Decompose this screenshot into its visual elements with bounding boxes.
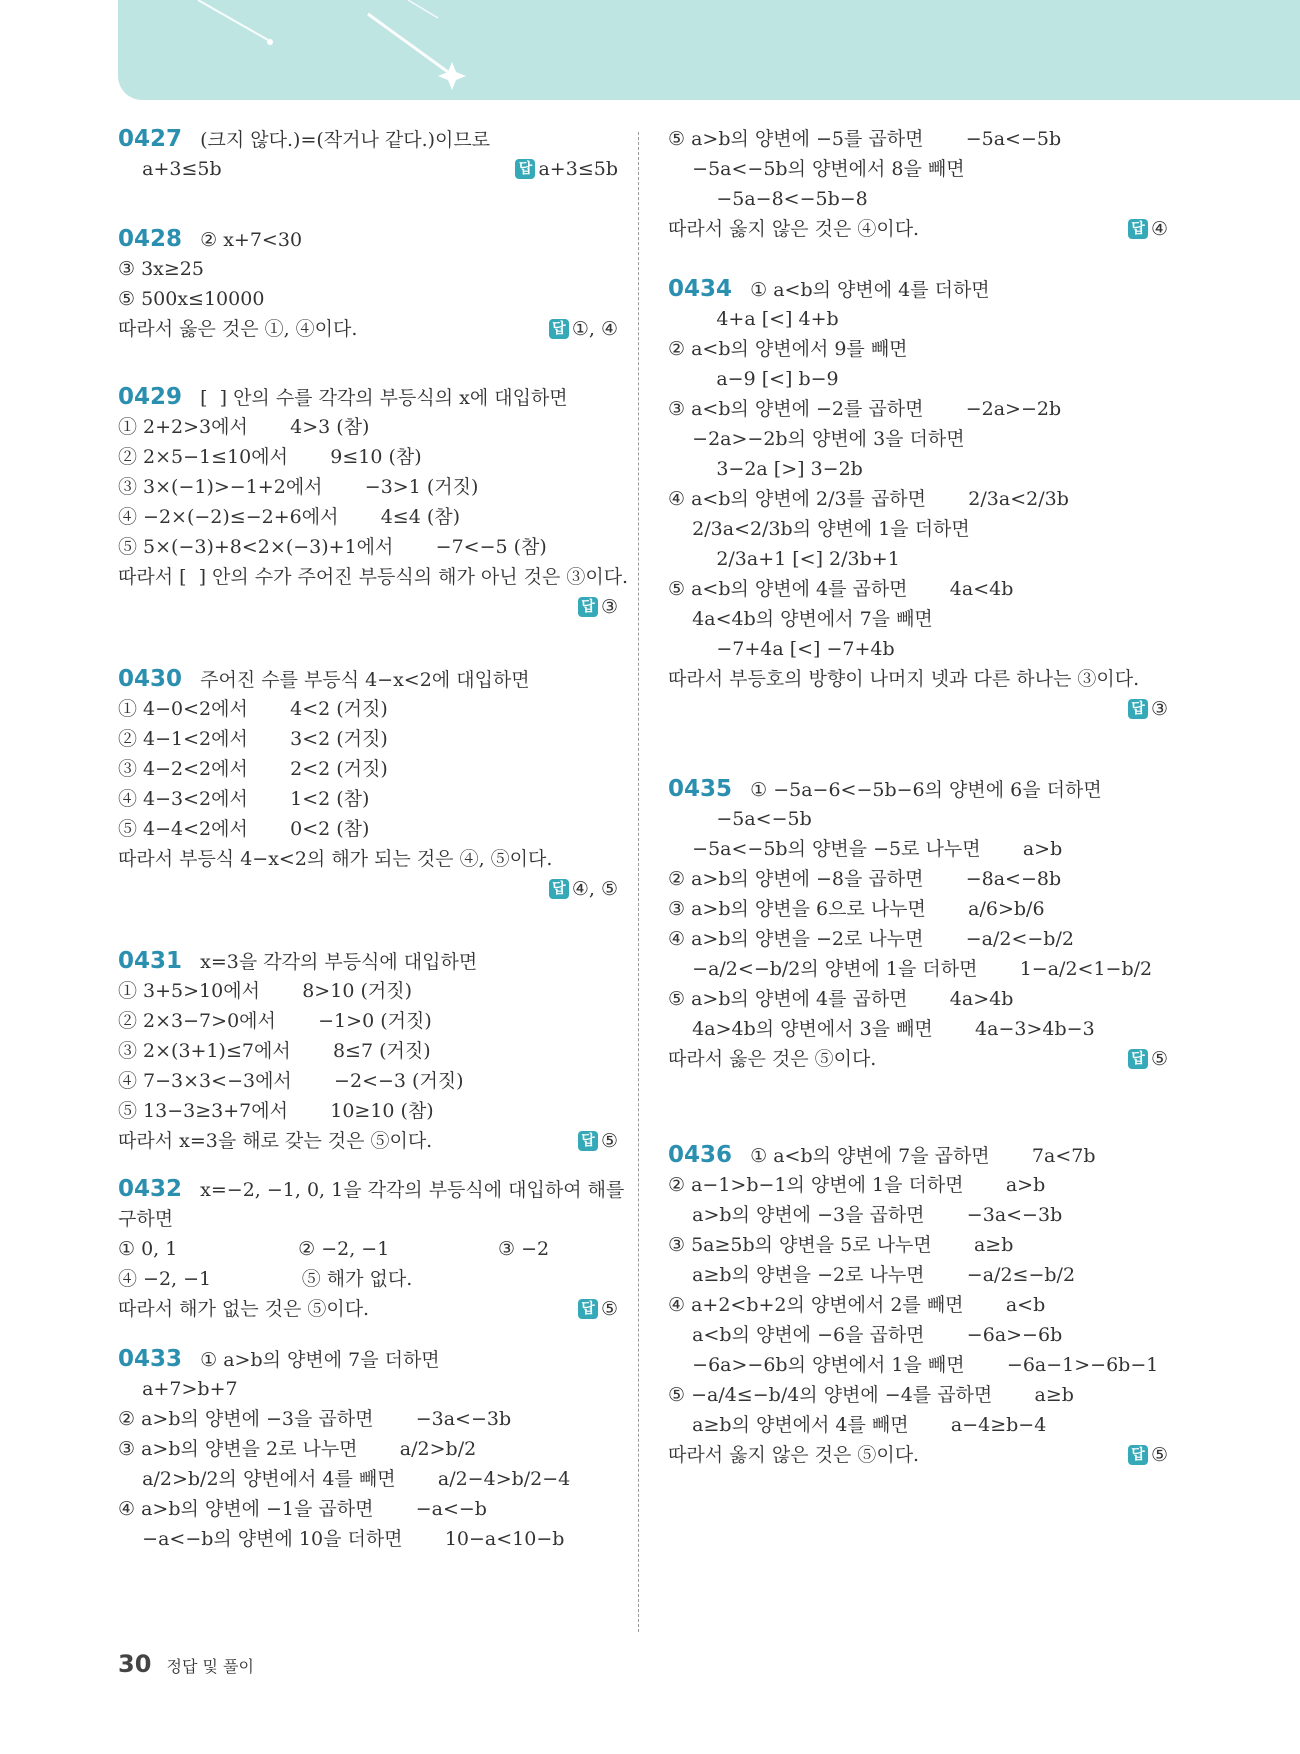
problem-number: 0432 — [118, 1176, 183, 1202]
answer-value: ③ — [1150, 698, 1168, 720]
solution-line: ④ −2, −1 ⑤ 해가 없다. — [118, 1268, 413, 1290]
solution-line: 4+a [<] 4+b — [668, 308, 839, 330]
solution-line: 2/3a+1 [<] 2/3b+1 — [668, 548, 900, 570]
answer-badge: 답 — [1128, 1445, 1148, 1465]
solution-line: ④ a>b의 양변에 −1을 곱하면 −a<−b — [118, 1498, 487, 1520]
solution-line: ④ 7−3×3<−3에서 −2<−3 (거짓) — [118, 1070, 464, 1092]
answer-value: ⑤ — [1150, 1444, 1168, 1466]
problem-text: ① a>b의 양변에 7을 더하면 — [182, 1349, 440, 1371]
solution-line — [668, 276, 990, 303]
answer-badge: 답 — [578, 1299, 598, 1319]
solution-line: ③ 3×(−1)>−1+2에서 −3>1 (거짓) — [118, 476, 479, 498]
solution-line: ⑤ a>b의 양변에 −5를 곱하면 −5a<−5b — [668, 128, 1062, 150]
answer-badge: 답 — [1128, 219, 1148, 239]
solution-line: ② a>b의 양변에 −8을 곱하면 −8a<−8b — [668, 868, 1062, 890]
problem-text: x=−2, −1, 0, 1을 각각의 부등식에 대입하여 해를 — [182, 1179, 625, 1201]
problem-text: ② x+7<30 — [182, 229, 303, 251]
solution-line: a>b의 양변에 −3을 곱하면 −3a<−3b — [668, 1204, 1063, 1226]
solution-line: ④ −2×(−2)≤−2+6에서 4≤4 (참) — [118, 506, 461, 528]
solution-line: ⑤ 13−3≥3+7에서 10≥10 (참) — [118, 1100, 434, 1122]
answer — [1128, 1046, 1168, 1072]
solution-line: −2a>−2b의 양변에 3을 더하면 — [668, 428, 965, 450]
solution-line: ① 3+5>10에서 8>10 (거짓) — [118, 980, 412, 1002]
problem-text: x=3을 각각의 부등식에 대입하면 — [182, 951, 478, 973]
solution-line — [118, 666, 530, 693]
answer-value: ①, ④ — [571, 318, 618, 340]
answer — [515, 156, 618, 182]
solution-line: 3−2a [>] 3−2b — [668, 458, 863, 480]
solution-line: ② 2×3−7>0에서 −1>0 (거짓) — [118, 1010, 432, 1032]
solution-line: ① 0, 1 ② −2, −1 ③ −2 — [118, 1238, 550, 1260]
answer-value: ③ — [600, 596, 618, 618]
answer-badge: 답 — [578, 597, 598, 617]
solution-line: ② a−1>b−1의 양변에 1을 더하면 a>b — [668, 1174, 1046, 1196]
problem-number: 0427 — [118, 126, 183, 152]
shooting-star-icon — [118, 0, 538, 100]
solution-line — [118, 948, 477, 975]
solution-line: 따라서 옳지 않은 것은 ⑤이다. — [668, 1444, 920, 1466]
solution-line — [118, 1176, 624, 1203]
answer — [1128, 216, 1168, 242]
solution-line: 따라서 부등식 4−x<2의 해가 되는 것은 ④, ⑤이다. — [118, 848, 553, 870]
solution-line: ③ 5a≥5b의 양변을 5로 나누면 a≥b — [668, 1234, 1014, 1256]
solution-line: 따라서 옳지 않은 것은 ④이다. — [668, 218, 920, 240]
solution-line: ② 4−1<2에서 3<2 (거짓) — [118, 728, 388, 750]
solution-line: ① 2+2>3에서 4>3 (참) — [118, 416, 370, 438]
solution-line: −6a>−6b의 양변에서 1을 빼면 −6a−1>−6b−1 — [668, 1354, 1159, 1376]
page-number: 30 — [118, 1650, 152, 1678]
problem-text: ① a<b의 양변에 4를 더하면 — [732, 279, 990, 301]
column-divider — [638, 132, 639, 1632]
solution-line: 따라서 옳은 것은 ⑤이다. — [668, 1048, 877, 1070]
answer-value: ⑤ — [600, 1298, 618, 1320]
solution-line: −5a−8<−5b−8 — [668, 188, 868, 210]
problem-number: 0435 — [668, 776, 733, 802]
solution-line: ④ 4−3<2에서 1<2 (참) — [118, 788, 370, 810]
answer-badge: 답 — [549, 319, 569, 339]
solution-line: a+7>b+7 — [118, 1378, 238, 1400]
solution-line: −5a<−5b — [668, 808, 812, 830]
problem-number: 0436 — [668, 1142, 733, 1168]
solution-line: 따라서 부등호의 방향이 나머지 넷과 다른 하나는 ③이다. — [668, 668, 1140, 690]
solution-line — [118, 384, 568, 411]
solution-line: ⑤ a<b의 양변에 4를 곱하면 4a<4b — [668, 578, 1014, 600]
problem-text: (크지 않다.)=(작거나 같다.)이므로 — [182, 129, 491, 151]
problem-text: ① a<b의 양변에 7을 곱하면 7a<7b — [732, 1145, 1096, 1167]
solution-line: 따라서 해가 없는 것은 ⑤이다. — [118, 1298, 370, 1320]
answer-badge: 답 — [515, 159, 535, 179]
problem-number: 0428 — [118, 226, 183, 252]
solution-line — [118, 1346, 440, 1373]
answer-badge: 답 — [1128, 1049, 1148, 1069]
problem-number: 0433 — [118, 1346, 183, 1372]
solution-line: ⑤ a>b의 양변에 4를 곱하면 4a>4b — [668, 988, 1014, 1010]
answer-badge: 답 — [549, 879, 569, 899]
solution-line: 따라서 x=3을 해로 갖는 것은 ⑤이다. — [118, 1130, 433, 1152]
solution-line: ④ a+2<b+2의 양변에서 2를 빼면 a<b — [668, 1294, 1046, 1316]
solution-line — [668, 776, 1102, 803]
solution-line: 따라서 옳은 것은 ①, ④이다. — [118, 318, 358, 340]
solution-line: 2/3a<2/3b의 양변에 1을 더하면 — [668, 518, 970, 540]
solution-line: ③ a>b의 양변을 6으로 나누면 a/6>b/6 — [668, 898, 1045, 920]
solution-line: ② a>b의 양변에 −3을 곱하면 −3a<−3b — [118, 1408, 512, 1430]
solution-line — [668, 1142, 1096, 1169]
solution-line: ⑤ 4−4<2에서 0<2 (참) — [118, 818, 370, 840]
solution-line: −a/2<−b/2의 양변에 1을 더하면 1−a/2<1−b/2 — [668, 958, 1153, 980]
solution-line: 구하면 — [118, 1208, 174, 1230]
problem-text: 주어진 수를 부등식 4−x<2에 대입하면 — [182, 669, 530, 691]
answer — [1128, 696, 1168, 722]
answer-value: ⑤ — [600, 1130, 618, 1152]
solution-line: 4a<4b의 양변에서 7을 빼면 — [668, 608, 933, 630]
answer — [549, 316, 618, 342]
problem-number: 0430 — [118, 666, 183, 692]
solution-line: a≥b의 양변에서 4를 빼면 a−4≥b−4 — [668, 1414, 1047, 1436]
solution-line: −5a<−5b의 양변에서 8을 빼면 — [668, 158, 965, 180]
solution-line: 따라서 [ ] 안의 수가 주어진 부등식의 해가 아닌 것은 ③이다. — [118, 566, 629, 588]
answer-value: ④, ⑤ — [571, 878, 618, 900]
header-banner — [118, 0, 1300, 100]
solution-line: a≥b의 양변을 −2로 나누면 −a/2≤−b/2 — [668, 1264, 1076, 1286]
solution-line: ③ 3x≥25 — [118, 258, 204, 280]
solution-line: ④ a>b의 양변을 −2로 나누면 −a/2<−b/2 — [668, 928, 1074, 950]
answer — [1128, 1442, 1168, 1468]
solution-line: a/2>b/2의 양변에서 4를 빼면 a/2−4>b/2−4 — [118, 1468, 571, 1490]
solution-line: ② 2×5−1≤10에서 9≤10 (참) — [118, 446, 422, 468]
solution-line: a<b의 양변에 −6을 곱하면 −6a>−6b — [668, 1324, 1063, 1346]
solution-line: −7+4a [<] −7+4b — [668, 638, 895, 660]
answer-value: ④ — [1150, 218, 1168, 240]
solution-line: −5a<−5b의 양변을 −5로 나누면 a>b — [668, 838, 1063, 860]
solution-line: −a<−b의 양변에 10을 더하면 10−a<10−b — [118, 1528, 565, 1550]
solution-line: a−9 [<] b−9 — [668, 368, 839, 390]
solution-line: ③ 2×(3+1)≤7에서 8≤7 (거짓) — [118, 1040, 431, 1062]
solution-line — [118, 126, 490, 153]
problem-number: 0434 — [668, 276, 733, 302]
footer-label: 정답 및 풀이 — [166, 1657, 254, 1676]
solution-line: ③ a>b의 양변을 2로 나누면 a/2>b/2 — [118, 1438, 477, 1460]
answer-value: ⑤ — [1150, 1048, 1168, 1070]
solution-line: ⑤ −a/4≤−b/4의 양변에 −4를 곱하면 a≥b — [668, 1384, 1074, 1406]
solution-line: ③ a<b의 양변에 −2를 곱하면 −2a>−2b — [668, 398, 1062, 420]
solution-line: ② a<b의 양변에서 9를 빼면 — [668, 338, 908, 360]
problem-text: ① −5a−6<−5b−6의 양변에 6을 더하면 — [732, 779, 1102, 801]
answer — [549, 876, 618, 902]
answer-badge: 답 — [578, 1131, 598, 1151]
answer — [578, 594, 618, 620]
answer-badge: 답 — [1128, 699, 1148, 719]
solution-line: a+3≤5b — [118, 158, 222, 180]
answer-value: a+3≤5b — [538, 158, 618, 180]
solution-line: 4a>4b의 양변에서 3을 빼면 4a−3>4b−3 — [668, 1018, 1095, 1040]
problem-text: [ ] 안의 수를 각각의 부등식의 x에 대입하면 — [182, 387, 568, 409]
page-footer — [118, 1650, 254, 1678]
problem-number: 0431 — [118, 948, 183, 974]
answer — [578, 1128, 618, 1154]
solution-line: ⑤ 500x≤10000 — [118, 288, 265, 310]
solution-line: ⑤ 5×(−3)+8<2×(−3)+1에서 −7<−5 (참) — [118, 536, 547, 558]
problem-number: 0429 — [118, 384, 183, 410]
answer — [578, 1296, 618, 1322]
solution-line: ④ a<b의 양변에 2/3를 곱하면 2/3a<2/3b — [668, 488, 1069, 510]
solution-line — [118, 226, 302, 253]
solution-line: ③ 4−2<2에서 2<2 (거짓) — [118, 758, 388, 780]
solution-line: ① 4−0<2에서 4<2 (거짓) — [118, 698, 388, 720]
